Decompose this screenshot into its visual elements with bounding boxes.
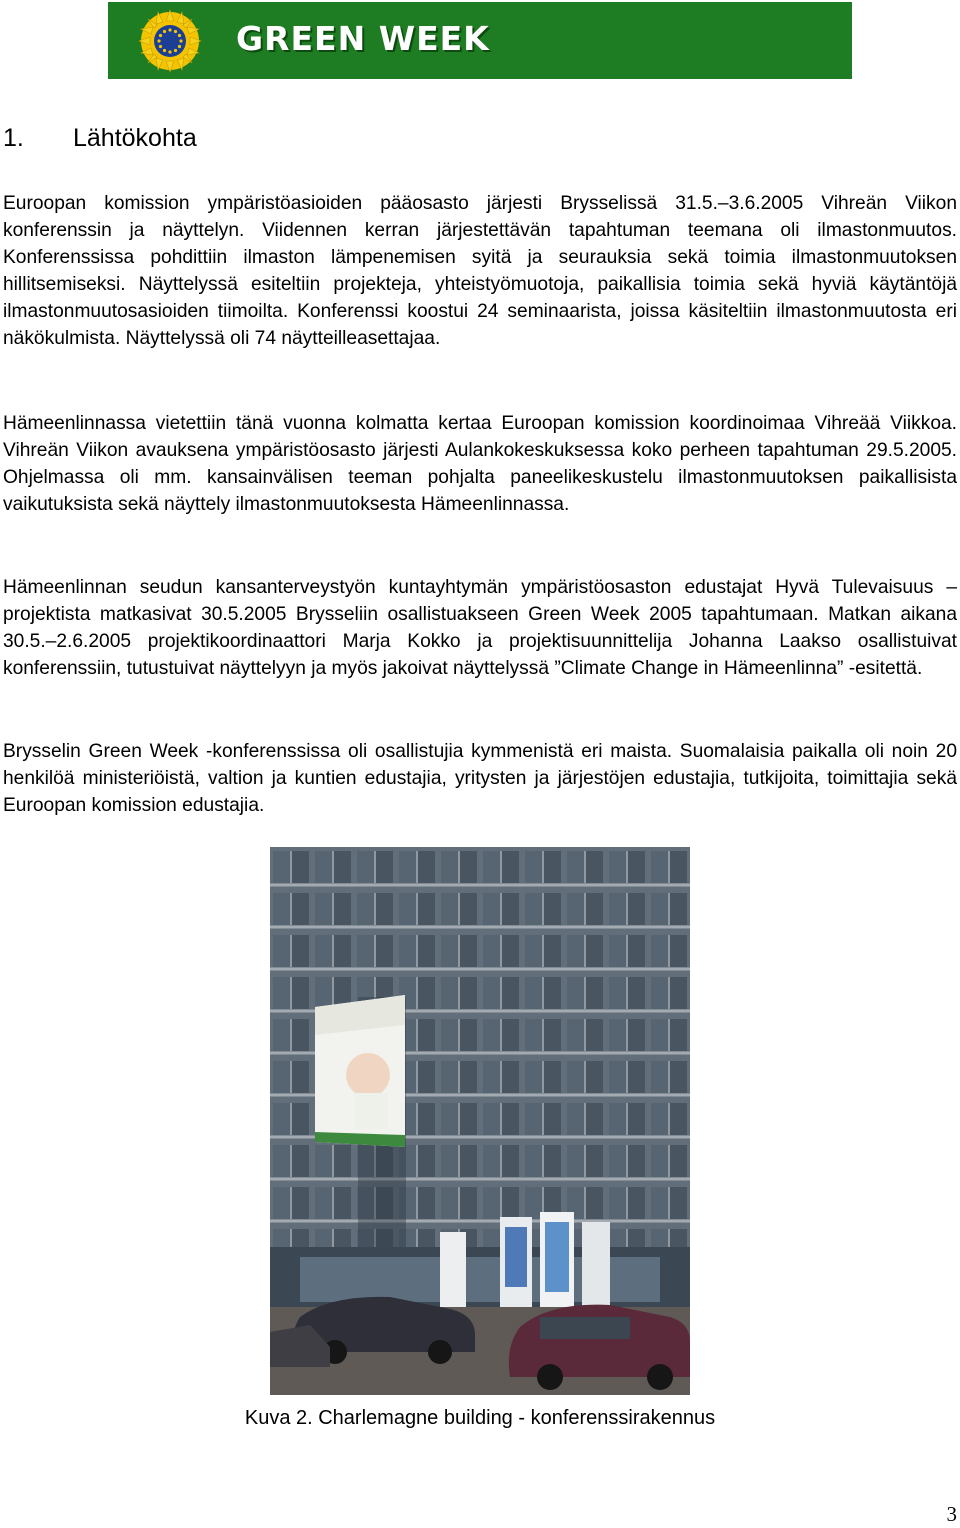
paragraph-3: Hämeenlinnan seudun kansanterveystyön kuntayhtymän ympäristöosaston edustajat Hyvä Tulevaisuus – projektista matkasivat 30.5.2005 Brysseliin osallistuakseen Green Week 2005 tapahtumaan. Matkan aikana 30.5.–2.6.2005 projektikoordinaattori Marja Kokko ja projektisuunnittelija Johanna Laakso osallistuivat konferenssiin, tutustuivat näyttelyyn ja myös jakoivat näyttelyssä ”Climate Change in Hämeenlinna” -esitettä. (3, 577, 957, 679)
section-title: Lähtökohta (73, 124, 197, 152)
paragraph-4: Brysselin Green Week -konferenssissa oli osallistujia kymmenistä eri maista. Suomalaisia paikalla oli noin 20 henkilöä ministeriöistä, valtion ja kuntien edustajia, yritysten ja järjestöjen edustajia, tutkijoita, toimittajia sekä Euroopan komission edustajia. (3, 741, 957, 816)
charlemagne-building-photo (270, 847, 690, 1395)
sunflower-eu-stars-icon (138, 9, 202, 73)
paragraph-2: Hämeenlinnassa vietettiin tänä vuonna kolmatta kertaa Euroopan komission koordinoimaa Vihreää Viikkoa. Vihreän Viikon avauksena ympäristöosasto järjesti Aulankokeskuksessa koko perheen tapahtuman 29.5.2005. Ohjelmassa oli mm. kansainvälisen teeman pohjalta paneelikeskustelu ilmastonmuutoksen paikallisista vaikutuksista sekä näyttely ilmastonmuutoksesta Hämeenlinnassa. (3, 413, 957, 515)
paragraph-1: Euroopan komission ympäristöasioiden pääosasto järjesti Brysselissä 31.5.–3.6.2005 Vihreän Viikon konferenssin ja näyttelyn. Viidennen kerran järjestettävän tapahtuman teemana oli ilmastonmuutos. Konferenssissa pohdittiin ilmaston lämpenemisen syitä ja seurauksia sekä toimia ilmastonmuutoksen hillitsemiseksi. Näyttelyssä esiteltiin projekteja, yhteistyömuotoja, paikallisia toimia sekä hyviä käytäntöjä ilmastonmuutosasioiden tiimoilta. Konferenssi koostui 24 seminaarista, joissa käsiteltiin ilmastonmuutosta eri näkökulmista. Näyttelyssä oli 74 näytteilleasettajaa. (3, 193, 957, 349)
banner-title: GREEN WEEK (236, 19, 490, 58)
green-week-banner (108, 2, 852, 79)
section-number: 1. (3, 124, 24, 152)
section-heading (3, 124, 197, 153)
page-number: 3 (946, 1502, 957, 1526)
figure-caption: Kuva 2. Charlemagne building - konferenssirakennus (244, 1407, 716, 1429)
